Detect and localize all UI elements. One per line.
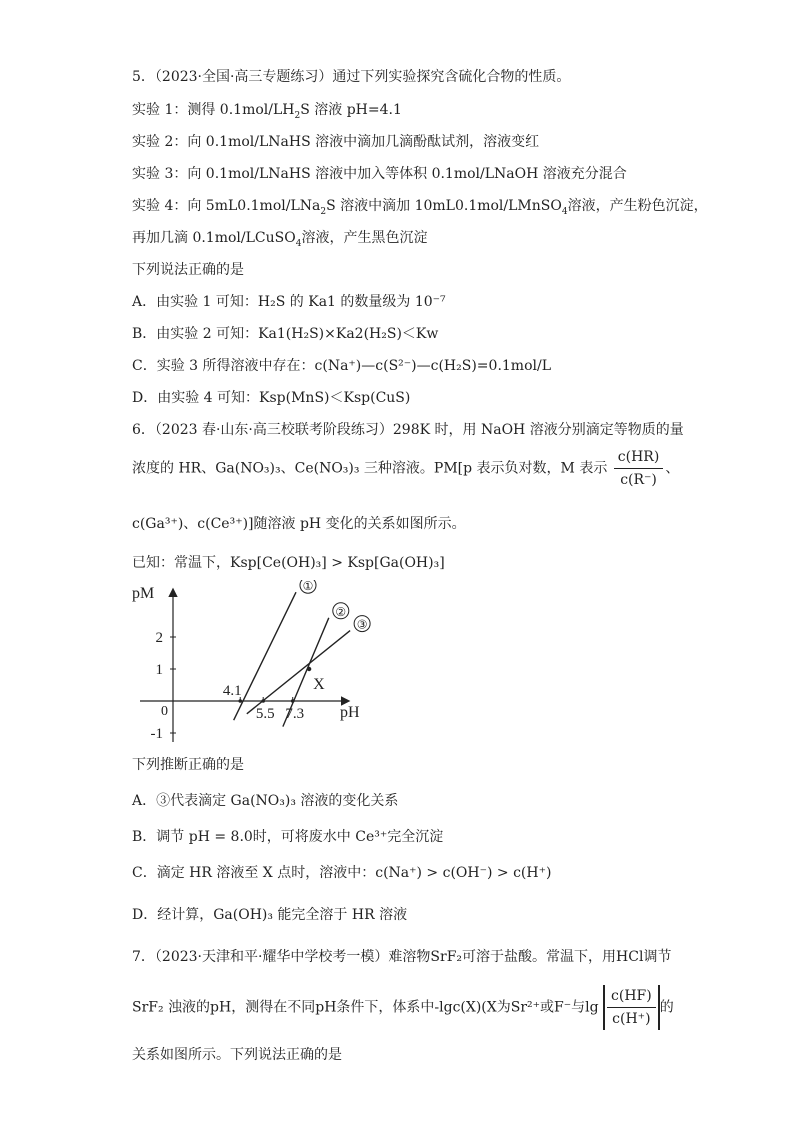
q7-stem-line1: 7．（2023·天津和平·耀华中学校考一模）难溶物SrF₂可溶于盐酸。常温下，用HCl调节 xyxy=(132,949,672,965)
q7-fraction: $\frac{c(HF)}{c(H^+)}$ xyxy=(607,985,656,1030)
q6-stem-line3: c(Ga³⁺)、c(Ce³⁺)]随溶液 pH 变化的关系如图所示。 xyxy=(132,516,466,532)
series-label-2: ② xyxy=(335,604,347,619)
q5-option-a: A．由实验 1 可知：H₂S 的 Ka1 的数量级为 10⁻⁷ xyxy=(132,294,446,310)
x-intercept-point xyxy=(291,699,295,703)
q6-known: 已知：常温下，Ksp[Ce(OH)₃] > Ksp[Ga(OH)₃] xyxy=(132,555,445,571)
q6-ask: 下列推断正确的是 xyxy=(132,757,244,773)
q7-stem-line3: 关系如图所示。下列说法正确的是 xyxy=(132,1047,342,1063)
x-axis-label: pH xyxy=(340,704,360,721)
series-label-3: ③ xyxy=(356,617,368,632)
pm-ph-chart xyxy=(130,580,380,750)
y-tick-label: 2 xyxy=(155,630,163,646)
q5-exp1: 实验 1：测得 $0.1mol/LH_2S$ 溶液 pH=4.1 xyxy=(132,102,402,121)
q5-option-d: D．由实验 4 可知：Ksp(MnS)＜Ksp(CuS) xyxy=(132,390,411,406)
x-intercept-label: 4.1 xyxy=(222,683,242,699)
q5-exp4-line2: 再加几滴 0.1mol/LCuSO$_4$溶液，产生黑色沉淀 xyxy=(132,230,428,249)
q6-option-a: A．③代表滴定 Ga(NO₃)₃ 溶液的变化关系 xyxy=(132,793,399,809)
q7-bracket xyxy=(603,985,660,1030)
q6-option-b: B．调节 pH = 8.0时，可将废水中 Ce³⁺完全沉淀 xyxy=(132,829,444,845)
q6-option-c: C．滴定 HR 溶液至 X 点时，溶液中：c(Na⁺) > c(OH⁻) > c(H⁺) xyxy=(132,865,552,881)
q6-fraction: $\frac{c(HR)}{c(R^-)}$ xyxy=(614,446,664,491)
q5-exp4: 实验 4：向 5mL0.1mol/LNa$_2$S 溶液中滴加 10mL0.1mol/LMnSO$_4$溶液，产生粉色沉淀， xyxy=(132,198,708,217)
q5-option-c: C．实验 3 所得溶液中存在：c(Na⁺)—c(S²⁻)—c(H₂S)=0.1mol/L xyxy=(132,358,551,374)
x-intercept-label: 7.3 xyxy=(285,706,305,722)
q6-stem-line1: 6．（2023 春·山东·高三校联考阶段练习）298K 时，用 NaOH 溶液分别滴定等物质的量 xyxy=(132,422,684,438)
q6-stem-line2: 浓度的 HR、Ga(NO₃)₃、Ce(NO₃)₃ 三种溶液。PM[p 表示负对数，M 表示 $\frac{c(HR)}{c(R^-)}$ 、 xyxy=(132,446,679,491)
x-intercept-label: 5.5 xyxy=(255,706,275,722)
point-x xyxy=(307,667,311,671)
origin-label: 0 xyxy=(161,704,168,719)
q5-exp3: 实验 3：向 0.1mol/LNaHS 溶液中加入等体积 0.1mol/LNaOH 溶液充分混合 xyxy=(132,166,627,182)
q5-ask: 下列说法正确的是 xyxy=(132,262,244,278)
q6-option-d: D．经计算，Ga(OH)₃ 能完全溶于 HR 溶液 xyxy=(132,907,408,923)
x-intercept-point xyxy=(238,699,242,703)
q5-exp2: 实验 2：向 0.1mol/LNaHS 溶液中滴加几滴酚酞试剂，溶液变红 xyxy=(132,134,540,150)
y-tick-label: 1 xyxy=(155,662,163,678)
q5-stem: 5．（2023·全国·高三专题练习）通过下列实验探究含硫化合物的性质。 xyxy=(132,69,571,85)
q5-option-b: B．由实验 2 可知：Ka1(H₂S)×Ka2(H₂S)＜Kw xyxy=(132,326,439,342)
series-label-1: ① xyxy=(302,580,314,594)
x-intercept-point xyxy=(261,699,265,703)
q7-stem-line2: SrF₂ 浊液的pH，测得在不同pH条件下，体系中-lgc(X)(X为Sr²⁺或F⁻与lg $\frac{c(HF)}{c(H^+)}$ 的 xyxy=(132,985,674,1030)
y-tick-label: -1 xyxy=(150,726,163,742)
point-x-label: X xyxy=(313,676,325,693)
y-axis-label: pM xyxy=(132,585,155,602)
